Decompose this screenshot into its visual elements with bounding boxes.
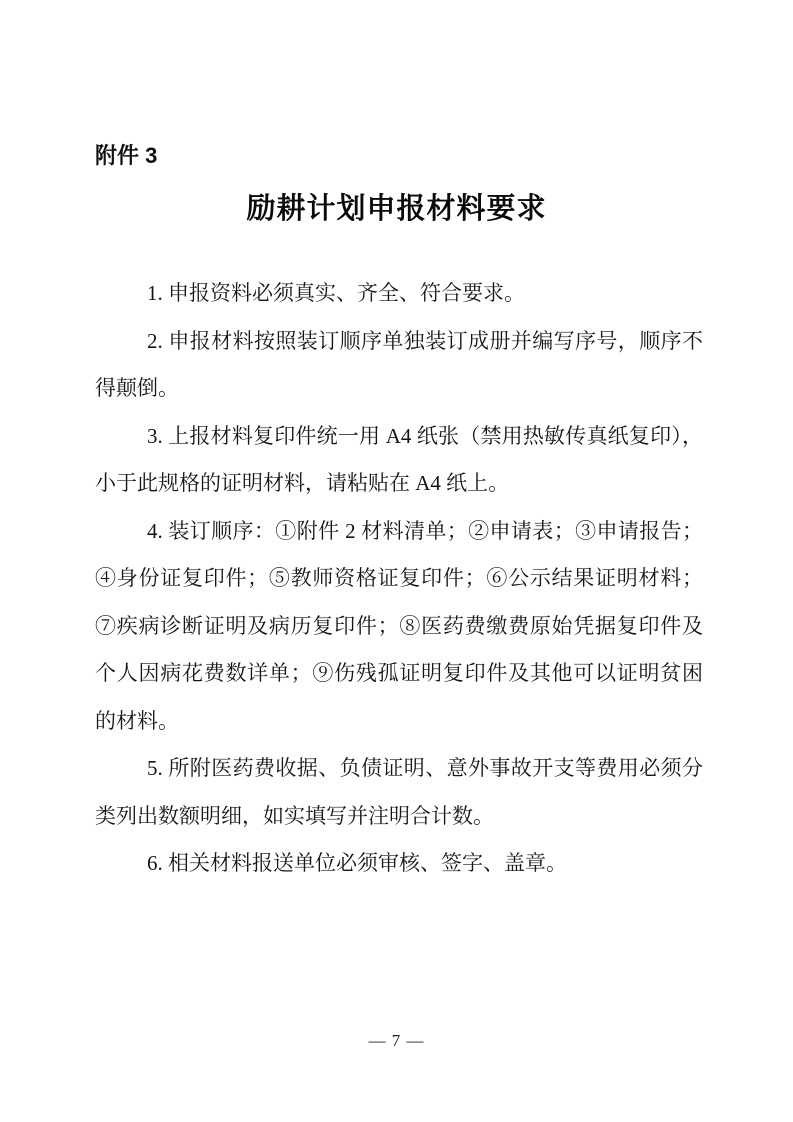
document-title: 励耕计划申报材料要求: [246, 193, 547, 225]
page-number: — 7 —: [368, 1031, 425, 1050]
paragraph-5: 5. 所附医药费收据、负债证明、意外事故开支等费用必须分类列出数额明细，如实填写并注明合计数。: [95, 756, 703, 828]
paragraph-6: 6. 相关材料报送单位必须审核、签字、盖章。: [147, 851, 567, 875]
paragraph-3: 3. 上报材料复印件统一用 A4 纸张（禁用热敏传真纸复印），小于此规格的证明材料，请粘贴在 A4 纸上。: [95, 423, 703, 495]
attachment-label: 附件 3: [95, 143, 158, 168]
paragraph-4: 4. 装订顺序：①附件 2 材料清单；②申请表；③申请报告；④身份证复印件；⑤教师资格证复印件；⑥公示结果证明材料；⑦疾病诊断证明及病历复印件；⑧医药费缴费原始凭据复印件及个人因病花费数详单；⑨伤残孤证明复印件及其他可以证明贫困的材料。: [95, 518, 703, 733]
paragraph-2: 2. 申报材料按照装订顺序单独装订成册并编写序号，顺序不得颠倒。: [95, 328, 703, 400]
document-body: [95, 270, 703, 888]
paragraph-1: 1. 申报资料必须真实、齐全、符合要求。: [147, 281, 525, 305]
